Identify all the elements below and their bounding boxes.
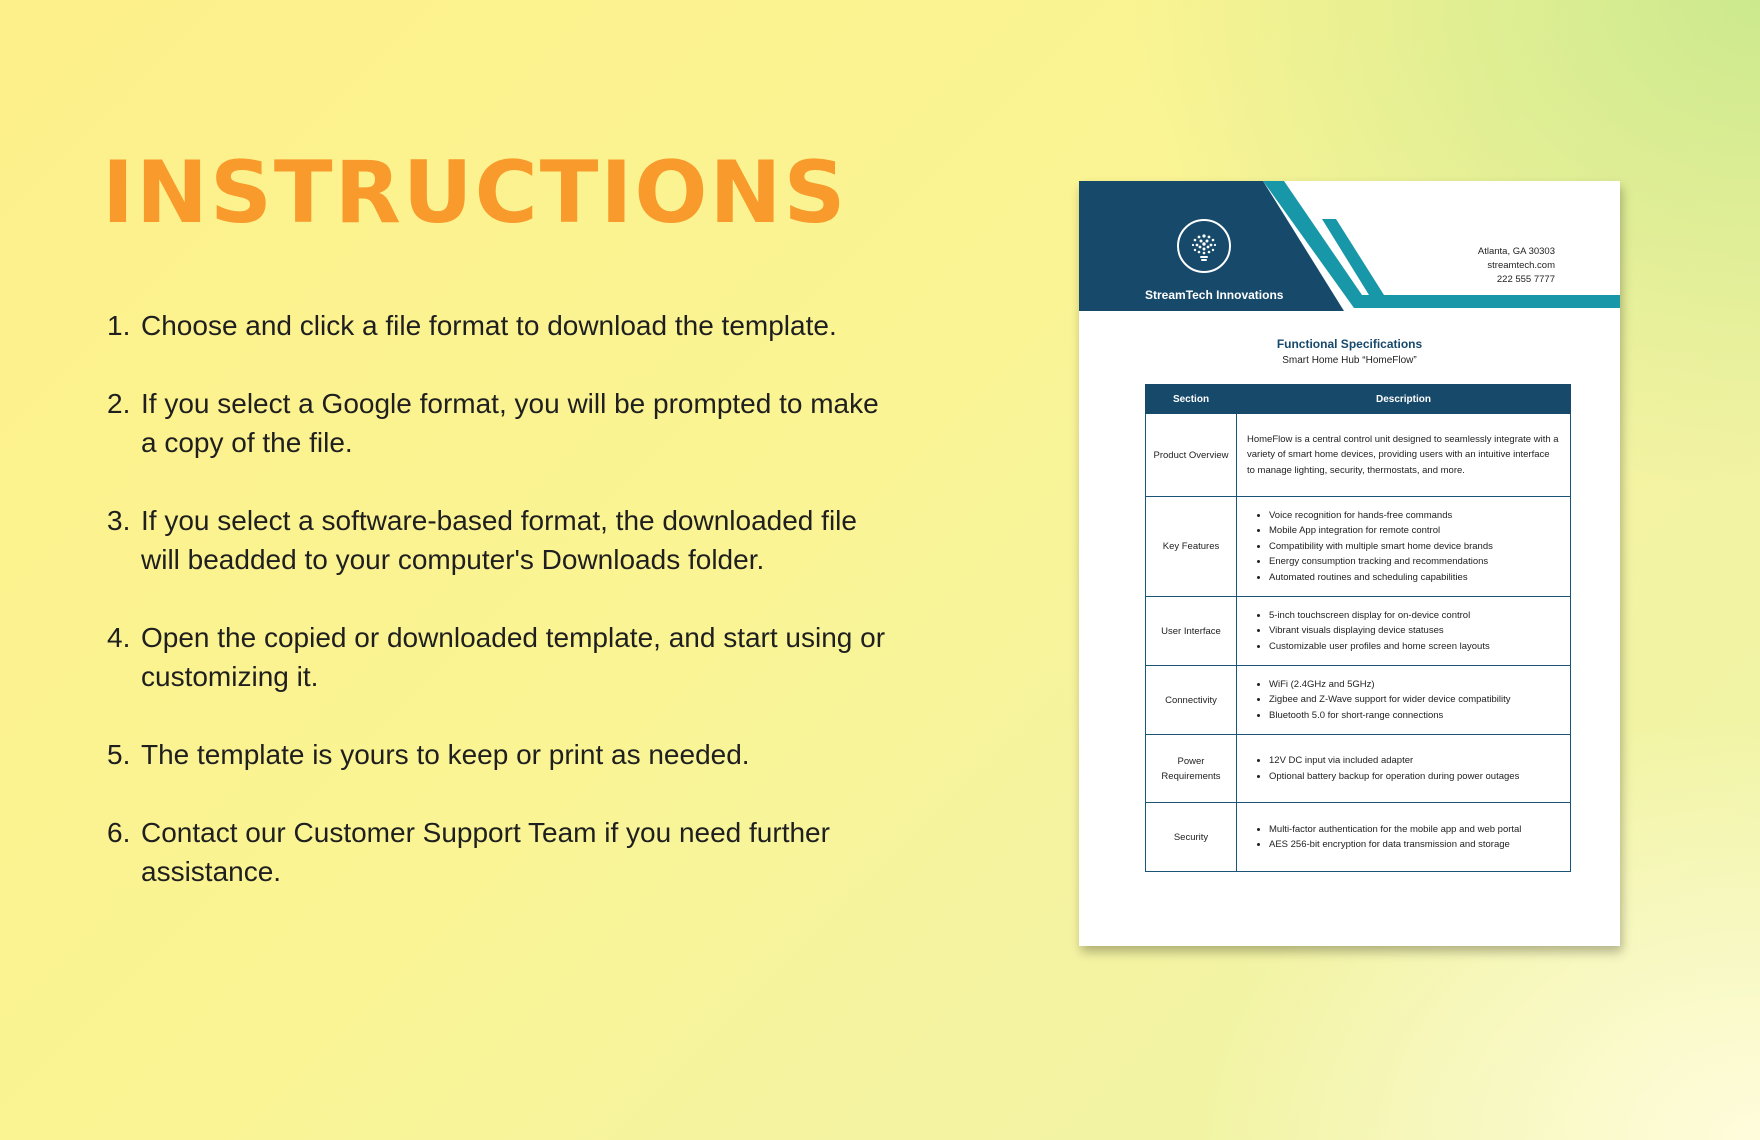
contact-info [1478,245,1555,287]
bullet-item: • Voice recognition for hands-free commands [1269,508,1560,524]
step-number: 3. [107,505,131,536]
company-logo-icon [1177,219,1231,273]
bullet-item: • Optional battery backup for operation during power outages [1269,769,1560,785]
bullet-item: • 12V DC input via included adapter [1269,753,1560,769]
step-text: The template is yours to keep or print as needed. [141,739,750,770]
step-number: 2. [107,388,131,419]
instruction-step [107,813,887,891]
spec-table [1145,384,1571,872]
step-number: 1. [107,310,131,341]
step-text: If you select a software-based format, the downloaded file will beadded to your computer's Downloads folder. [141,505,857,575]
document-preview [1079,181,1620,946]
step-number: 5. [107,739,131,770]
table-row [1146,735,1571,803]
table-row [1146,497,1571,597]
bullet-item: • Bluetooth 5.0 for short-range connections [1269,708,1560,724]
step-text: Choose and click a file format to download the template. [141,310,837,341]
bullet-item: • Vibrant visuals displaying device statuses [1269,623,1560,639]
section-cell: Power Requirements [1146,735,1237,803]
description-cell [1237,666,1571,735]
document-subtitle: Smart Home Hub “HomeFlow” [1282,355,1417,366]
instructions-list [107,306,887,930]
step-text: Open the copied or downloaded template, and start using or customizing it. [141,622,886,692]
instruction-step [107,306,887,345]
bullet-item: • WiFi (2.4GHz and 5GHz) [1269,677,1560,693]
bullet-item: • AES 256-bit encryption for data transmission and storage [1269,837,1560,853]
section-cell: Product Overview [1146,414,1237,497]
bullet-item: • Automated routines and scheduling capabilities [1269,570,1560,586]
company-phone: 222 555 7777 [1496,274,1555,285]
table-row [1146,597,1571,666]
description-cell [1237,735,1571,803]
bullet-item: • Zigbee and Z-Wave support for wider device compatibility [1269,692,1560,708]
section-cell: Key Features [1146,497,1237,597]
description-cell [1237,803,1571,872]
section-cell: Connectivity [1146,666,1237,735]
step-text: Contact our Customer Support Team if you need further assistance. [141,817,830,887]
section-cell: Security [1146,803,1237,872]
section-cell: User Interface [1146,597,1237,666]
table-header-row [1146,385,1571,414]
bullet-item: • Compatibility with multiple smart home device brands [1269,539,1560,555]
bullet-item: • Mobile App integration for remote control [1269,523,1560,539]
table-row [1146,803,1571,872]
company-address: Atlanta, GA 30303 [1477,246,1555,257]
step-number: 6. [107,817,131,848]
description-cell [1237,497,1571,597]
table-row [1146,414,1571,497]
instruction-step [107,501,887,579]
company-name: StreamTech Innovations [1145,288,1284,302]
instruction-step [107,384,887,462]
bullet-item: • Energy consumption tracking and recommendations [1269,554,1560,570]
bullet-item: • 5-inch touchscreen display for on-device control [1269,608,1560,624]
bullet-item: • Multi-factor authentication for the mobile app and web portal [1269,822,1560,838]
instruction-step [107,618,887,696]
description-cell [1237,597,1571,666]
header-description: Description [1237,385,1571,414]
step-number: 4. [107,622,131,653]
document-title: Functional Specifications [1276,337,1423,351]
instructions-title: INSTRUCTIONS [102,143,848,243]
instruction-step [107,735,887,774]
bullet-item: • Customizable user profiles and home screen layouts [1269,639,1560,655]
table-row [1146,666,1571,735]
company-website: streamtech.com [1487,260,1555,271]
header-section: Section [1146,385,1237,414]
step-text: If you select a Google format, you will be prompted to make a copy of the file. [141,388,879,458]
description-cell: HomeFlow is a central control unit designed to seamlessly integrate with a variety of smart home devices, providing users with an intuitive interface to manage lighting, security, thermostats, and more. [1237,414,1571,497]
